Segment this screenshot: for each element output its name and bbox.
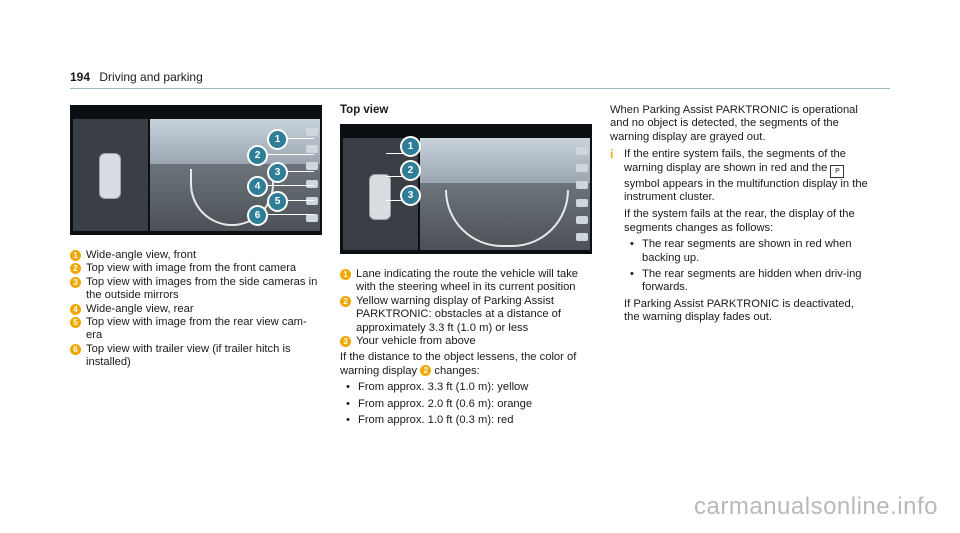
header-divider <box>70 88 890 89</box>
bullet-text: The rear segments are shown in red when backing up. <box>642 238 852 264</box>
legend-item <box>70 343 322 370</box>
callout-6: 6 <box>247 205 268 226</box>
legend-badge: 3 <box>340 336 351 347</box>
legend-badge: 5 <box>70 317 81 328</box>
operational-paragraph: When Parking Assist PARKTRONIC is operational and no object is detected, the segments of the warning display are grayed out. <box>610 104 858 143</box>
legend-item <box>340 268 592 295</box>
note-paragraph-3: If Parking Assist PARKTRONIC is deactivated, the warning display fades out. <box>624 297 854 324</box>
bullet-item: • The rear segments are shown in red when backing up. <box>630 238 872 265</box>
top-view-panel <box>73 119 148 231</box>
top-view-image <box>340 124 592 254</box>
distance-intro <box>340 351 592 378</box>
legend-badge: 3 <box>70 277 81 288</box>
distance-intro-text: If the distance to the object lessens, the color of warning display <box>340 351 577 377</box>
info-icon: i <box>610 147 614 162</box>
legend-text: Wide-angle view, front <box>86 249 197 261</box>
camera-views-image <box>70 105 322 235</box>
vehicle-top-graphic <box>99 153 121 199</box>
legend-badge: 6 <box>70 344 81 355</box>
view-icon-bar <box>576 142 588 246</box>
callout-1: 1 <box>400 136 421 157</box>
top-view-heading: Top view <box>340 104 389 116</box>
note-text: symbol appears in the multifunction display in the instrument cluster. <box>624 177 868 204</box>
legend-item <box>70 276 322 303</box>
bullet-item: • From approx. 1.0 ft (0.3 m): red <box>346 414 514 427</box>
note-paragraph-1 <box>624 148 872 204</box>
callout-5: 5 <box>267 191 288 212</box>
legend-item <box>70 316 322 343</box>
legend-text: Wide-angle view, rear <box>86 302 194 315</box>
note-text: If the entire system fails, the segments of the warning display are shown in red and the <box>624 148 846 174</box>
vehicle-top-graphic <box>369 174 391 220</box>
callout-3: 3 <box>400 185 421 206</box>
rear-camera-panel <box>420 138 590 250</box>
right-column <box>610 104 872 326</box>
bullet-text: The rear segments are hidden when driv-ing forwards. <box>642 268 862 294</box>
legend-text: Your vehicle from above <box>356 335 476 348</box>
parktronic-off-icon: P <box>830 165 844 178</box>
figure1-legend <box>70 249 322 370</box>
callout-3: 3 <box>267 162 288 183</box>
page-number: 194 <box>70 70 91 84</box>
legend-text: Top view with image from the front camera <box>86 262 297 275</box>
legend-badge: 1 <box>70 250 81 261</box>
legend-badge: 2 <box>70 263 81 274</box>
bullet-text: From approx. 3.3 ft (1.0 m): yellow <box>358 381 529 394</box>
legend-text: Top view with image from the rear view cam-era <box>86 316 307 342</box>
bullet-item: • From approx. 3.3 ft (1.0 m): yellow <box>346 381 529 394</box>
callout-2: 2 <box>400 160 421 181</box>
legend-badge: 2 <box>340 296 351 307</box>
bullet-item: • From approx. 2.0 ft (0.6 m): orange <box>346 397 533 410</box>
inline-badge: 2 <box>420 365 431 376</box>
legend-item <box>70 262 322 275</box>
info-note <box>610 148 872 325</box>
legend-item <box>340 295 592 335</box>
bullet-item: • The rear segments are hidden when driv-ing forwards. <box>630 268 872 295</box>
bullet-text: From approx. 2.0 ft (0.6 m): orange <box>358 397 533 410</box>
legend-text: Top view with images from the side cameras in the outside mirrors <box>86 275 318 302</box>
legend-item <box>70 249 322 262</box>
legend-text: Yellow warning display of Parking Assist PARKTRONIC: obstacles at a distance of approximately 3.3 ft (1.0 m) or less <box>356 294 561 334</box>
callout-4: 4 <box>247 176 268 197</box>
legend-item <box>70 303 322 316</box>
legend-badge: 1 <box>340 269 351 280</box>
legend-item <box>340 335 592 348</box>
legend-badge: 4 <box>70 304 81 315</box>
callout-1: 1 <box>267 129 288 150</box>
top-view-text <box>340 268 592 430</box>
watermark-text: carmanualsonline.info <box>694 493 938 520</box>
callout-2: 2 <box>247 145 268 166</box>
note-paragraph-2: If the system fails at the rear, the display of the segments changes as follows: <box>624 208 855 234</box>
bullet-text: From approx. 1.0 ft (0.3 m): red <box>358 414 514 427</box>
chapter-title: Driving and parking <box>99 70 203 84</box>
legend-text: Lane indicating the route the vehicle will take with the steering wheel in its current position <box>356 268 579 294</box>
page-header <box>70 70 203 84</box>
legend-text: Top view with trailer view (if trailer hitch is installed) <box>86 342 291 369</box>
distance-intro-end: changes: <box>434 364 480 377</box>
